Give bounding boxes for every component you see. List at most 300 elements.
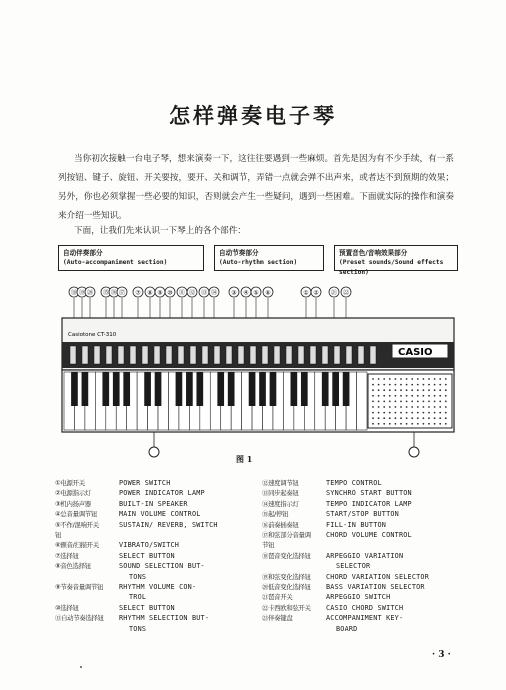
legend-en-cont: TROL <box>129 593 147 602</box>
panel-slider <box>286 346 292 364</box>
black-key <box>270 372 277 406</box>
speaker-hole <box>417 378 419 380</box>
legend-en: BASS VARIATION SELECTOR <box>326 583 425 592</box>
section-en: (Auto-accompaniment section) <box>63 259 168 266</box>
speaker-hole <box>423 395 425 397</box>
white-keys <box>64 372 367 430</box>
legend-item <box>262 530 462 540</box>
legend-item-continuation <box>262 561 462 571</box>
callout-number: ⑲ <box>78 289 86 297</box>
speaker-hole <box>428 417 430 419</box>
keyboard-illustration <box>58 270 458 460</box>
legend-en: ACCOMPANIMENT KEY- <box>326 614 404 623</box>
legend-zh: ⑪自动节奏选择钮 <box>55 614 104 623</box>
speaker-hole <box>395 417 397 419</box>
legend-en-cont <box>326 540 462 550</box>
legend-en: SELECT BUTTON <box>119 603 175 612</box>
legend-en-cont: TONS <box>129 572 147 581</box>
speaker-hole <box>417 417 419 419</box>
callout-number: ⑬ <box>200 289 208 297</box>
callout-speaker <box>409 447 419 457</box>
speaker-hole <box>423 412 425 414</box>
panel-slider <box>106 346 112 364</box>
legend-zh: ④总音量调节钮 <box>55 510 97 519</box>
legend-item <box>262 478 462 488</box>
speaker-hole <box>400 395 402 397</box>
callout-number: ④ <box>243 289 249 297</box>
panel-slider <box>154 346 160 364</box>
legend-item <box>262 603 462 613</box>
black-key <box>322 372 329 406</box>
speaker-hole <box>406 417 408 419</box>
legend-en: BUILT-IN SPEAKER <box>119 499 188 508</box>
speaker-hole <box>389 417 391 419</box>
speaker-hole <box>423 406 425 408</box>
section-labels <box>58 245 458 276</box>
legend-en: POWER INDICATOR LAMP <box>119 489 205 498</box>
legend-zh-cont <box>262 624 326 634</box>
speaker-hole <box>434 423 436 425</box>
callout-number: ⑤ <box>253 289 259 297</box>
speaker-hole <box>428 406 430 408</box>
legend-item <box>55 540 255 550</box>
panel-slider <box>250 346 256 364</box>
legend-zh: ㉓伴奏键盘 <box>262 614 293 623</box>
speaker-hole <box>423 384 425 386</box>
panel-slider <box>118 346 124 364</box>
speaker-hole <box>389 423 391 425</box>
legend-item <box>55 488 255 498</box>
speaker-hole <box>395 412 397 414</box>
black-key <box>228 372 235 406</box>
speaker-hole <box>439 401 441 403</box>
speaker-hole <box>439 412 441 414</box>
speaker-hole <box>417 384 419 386</box>
panel-slider <box>214 346 220 364</box>
legend-zh-cont <box>55 572 119 582</box>
speaker-hole <box>411 395 413 397</box>
speaker-hole <box>423 378 425 380</box>
panel-slider <box>298 346 304 364</box>
speaker-hole <box>400 378 402 380</box>
speaker-hole <box>439 395 441 397</box>
speaker-hole <box>428 412 430 414</box>
speaker-hole <box>395 423 397 425</box>
speaker-hole <box>411 406 413 408</box>
white-key <box>357 372 367 430</box>
legend-item <box>55 613 255 623</box>
legend-zh: ⑭速度指示灯 <box>262 499 299 508</box>
black-key <box>291 372 298 406</box>
panel-slider <box>322 346 328 364</box>
speaker-hole <box>445 412 447 414</box>
black-key <box>123 372 130 406</box>
legend-item <box>262 509 462 519</box>
speaker-hole <box>389 412 391 414</box>
speaker-hole <box>372 384 374 386</box>
speaker-hole <box>439 389 441 391</box>
speaker-hole <box>383 406 385 408</box>
legend-en: SOUND SELECTION BUT- <box>119 562 205 571</box>
speaker-hole <box>372 412 374 414</box>
legend-en: POWER SWITCH <box>119 479 171 487</box>
section-en: (Preset sounds/Sound effects section) <box>339 259 444 276</box>
speaker-hole <box>434 417 436 419</box>
intro-paragraph: 当你初次接触一台电子琴，想来演奏一下，这往往要遇到一些麻烦。首先是因为有不少手续，有一系列按钮、键子、旋钮、开关要按，要开、关和调节，弄错一点就会弹不出声来，或者达不到预期的效果；另外，你也必须掌握一些必要的知识，否则就会产生一些疑问，遇到一些困难。下面就实际的操作和演奏来介绍一些知识。 <box>58 154 454 221</box>
panel-slider <box>70 346 76 364</box>
callout-number: ⑮ <box>102 289 110 297</box>
legend-item-continuation <box>262 540 462 550</box>
panel-slider <box>226 346 232 364</box>
legend-en: FILL-IN BUTTON <box>326 520 387 529</box>
legend-zh: ③机内扬声器 <box>55 499 91 508</box>
casio-logo: CASIO <box>398 347 433 358</box>
callout-number: ㉒ <box>342 289 350 297</box>
panel-slider <box>166 346 172 364</box>
legend-item-continuation <box>262 624 462 634</box>
speaker-hole <box>445 395 447 397</box>
speaker-hole <box>423 417 425 419</box>
legend-item <box>55 499 255 509</box>
speaker-hole <box>423 389 425 391</box>
legend-item <box>262 582 462 592</box>
brand-label: Casiotone CT-310 <box>68 332 117 338</box>
black-key <box>71 372 78 406</box>
legend-en: RHYTHM SELECTION BUT- <box>119 614 210 623</box>
legend-zh: ⑰和弦部分音量调 <box>262 531 311 540</box>
callout-number: ⑩ <box>167 289 173 297</box>
callout-number: ⑳ <box>86 289 94 297</box>
panel-slider <box>262 346 268 364</box>
speaker-hole <box>423 423 425 425</box>
legend-right <box>262 478 462 634</box>
panel-slider <box>142 346 148 364</box>
legend-en: SUSTAIN/ REVERB, SWITCH <box>119 520 218 529</box>
black-key <box>176 372 183 406</box>
legend-en: ARPEGGIO SWITCH <box>326 593 391 602</box>
speaker-hole <box>383 395 385 397</box>
speaker-hole <box>411 412 413 414</box>
speaker-hole <box>372 401 374 403</box>
legend-zh: ⑥颤音/扫描开关 <box>55 541 99 550</box>
legend-zh: ⑯前奏插奏钮 <box>262 520 299 529</box>
legend-item <box>55 603 255 613</box>
speaker-hole <box>395 401 397 403</box>
speaker-hole <box>406 401 408 403</box>
speaker-hole <box>389 384 391 386</box>
legend-item-continuation <box>55 530 255 540</box>
intro-line: 下面，让我们先来认识一下琴上的各个部件： <box>74 226 246 236</box>
speaker-hole <box>400 406 402 408</box>
legend-item <box>262 499 462 509</box>
speaker-hole <box>406 378 408 380</box>
speaker-hole <box>445 406 447 408</box>
speaker-hole <box>378 395 380 397</box>
print-speck <box>80 666 82 668</box>
speaker-hole <box>383 412 385 414</box>
section-zh: 自动节奏部分 <box>219 249 259 257</box>
speaker-hole <box>400 401 402 403</box>
speaker-hole <box>439 406 441 408</box>
panel-slider <box>178 346 184 364</box>
panel-slider <box>358 346 364 364</box>
legend-item <box>262 613 462 623</box>
speaker-hole <box>417 406 419 408</box>
speaker-hole <box>395 378 397 380</box>
legend-zh: ㉒卡西欧和弦开关 <box>262 603 311 612</box>
legend-zh: ⑨节奏音量调节钮 <box>55 583 104 592</box>
speaker-hole <box>411 389 413 391</box>
legend-en: SYNCHRO START BUTTON <box>326 489 412 498</box>
speaker-hole <box>406 406 408 408</box>
speaker-hole <box>445 378 447 380</box>
page-number: · 3 · <box>432 650 451 660</box>
speaker-hole <box>389 406 391 408</box>
panel-slider <box>238 346 244 364</box>
legend-zh-cont <box>55 624 119 634</box>
speaker-hole <box>383 423 385 425</box>
section-zh: 预置音色/音响效果部分 <box>339 249 408 257</box>
legend-zh: ⑲和弦变化选择钮 <box>262 572 311 581</box>
speaker-hole <box>417 395 419 397</box>
speaker-hole <box>439 378 441 380</box>
speaker-hole <box>434 389 436 391</box>
speaker-hole <box>383 401 385 403</box>
black-key <box>186 372 193 406</box>
legend-zh: ⑤不作/混响开关 <box>55 520 99 529</box>
legend-zh: ㉑琶音开关 <box>262 593 293 602</box>
speaker-hole <box>428 401 430 403</box>
legend-zh: ①电源开关 <box>55 479 85 487</box>
panel-slider <box>370 346 376 364</box>
speaker-hole <box>383 384 385 386</box>
speaker-hole <box>423 401 425 403</box>
legend-en: CHORD VARIATION SELECTOR <box>326 572 430 581</box>
callout-accompaniment <box>149 447 159 457</box>
black-key <box>144 372 151 406</box>
legend-item <box>262 572 462 582</box>
legend-zh: ⑬同步起奏钮 <box>262 489 299 498</box>
legend-item <box>55 561 255 571</box>
speaker-hole <box>434 378 436 380</box>
legend-zh-cont <box>55 592 119 602</box>
legend-zh-cont <box>262 561 326 571</box>
black-key <box>82 372 89 406</box>
speaker-hole <box>406 395 408 397</box>
black-key <box>249 372 256 406</box>
legend-item <box>55 509 255 519</box>
legend-item <box>262 551 462 561</box>
speaker-hole <box>378 389 380 391</box>
speaker-hole <box>406 384 408 386</box>
speaker-hole <box>445 401 447 403</box>
black-key <box>102 372 109 406</box>
callout-number: ⑧ <box>147 289 153 297</box>
legend-en: VIBRATO/SWITCH <box>119 541 180 550</box>
legend-zh: ⑳低音变化选择钮 <box>262 583 311 592</box>
black-key <box>259 372 266 406</box>
panel-slider <box>334 346 340 364</box>
keyboard-figure <box>58 270 458 470</box>
callout-number: ⑯ <box>110 289 118 297</box>
black-key <box>155 372 162 406</box>
speaker-hole <box>372 406 374 408</box>
speaker-hole <box>378 417 380 419</box>
speaker-hole <box>411 378 413 380</box>
callout-number: ③ <box>231 289 237 297</box>
panel-slider <box>190 346 196 364</box>
legend-zh: ⑩选择钮 <box>55 603 79 612</box>
black-key <box>113 372 120 406</box>
legend-zh: ⑫速度调节钮 <box>262 479 299 487</box>
speaker-hole <box>372 389 374 391</box>
speaker-hole <box>383 417 385 419</box>
callout-number: ⑥ <box>265 289 271 297</box>
speaker-hole <box>434 395 436 397</box>
legend-en: START/STOP BUTTON <box>326 510 399 519</box>
speaker-hole <box>372 395 374 397</box>
legend-en: TEMPO INDICATOR LAMP <box>326 499 412 508</box>
panel-slider <box>274 346 280 364</box>
speaker-hole <box>417 423 419 425</box>
legend-en: MAIN VOLUME CONTROL <box>119 510 201 519</box>
speaker-hole <box>439 423 441 425</box>
speaker-hole <box>383 389 385 391</box>
speaker-hole <box>395 406 397 408</box>
speaker-hole <box>445 417 447 419</box>
speaker-hole <box>428 384 430 386</box>
speaker-hole <box>434 384 436 386</box>
panel-slider <box>82 346 88 364</box>
speaker-hole <box>400 384 402 386</box>
speaker-hole <box>378 401 380 403</box>
black-key <box>217 372 224 406</box>
panel-slider <box>130 346 136 364</box>
legend-item <box>55 520 255 530</box>
page-title: 怎样弹奏电子琴 <box>169 103 337 128</box>
callout-number: ⑫ <box>188 289 196 297</box>
speaker-hole <box>439 417 441 419</box>
legend-item <box>55 551 255 561</box>
legend-en: TEMPO CONTROL <box>326 479 382 487</box>
speaker-hole <box>445 389 447 391</box>
legend-zh: ⑦选择钮 <box>55 551 79 560</box>
speaker-hole <box>428 378 430 380</box>
speaker-hole <box>389 378 391 380</box>
speaker-hole <box>417 389 419 391</box>
speaker-hole <box>406 412 408 414</box>
legend-zh-cont: 钮 <box>55 531 62 540</box>
callout-number: ⑪ <box>178 289 186 297</box>
legend-en: RHYTHM VOLUME CON- <box>119 583 197 592</box>
speaker-hole <box>400 412 402 414</box>
legend-item-continuation <box>55 592 255 602</box>
speaker-hole <box>378 378 380 380</box>
callout-number: ⑭ <box>210 289 218 297</box>
speaker-hole <box>411 401 413 403</box>
speaker-hole <box>378 384 380 386</box>
speaker-hole <box>411 417 413 419</box>
callout-number: ㉑ <box>330 289 338 297</box>
speaker-hole <box>428 395 430 397</box>
speaker-hole <box>372 417 374 419</box>
speaker-hole <box>439 384 441 386</box>
legend-en: SELECT BUTTON <box>119 551 175 560</box>
legend-en-cont: SELECTOR <box>336 562 371 571</box>
legend-item <box>262 592 462 602</box>
speaker-hole <box>406 423 408 425</box>
speaker-hole <box>400 417 402 419</box>
legend-zh: ⑱琶音变化选择钮 <box>262 551 311 560</box>
speaker-hole <box>378 406 380 408</box>
legend-zh: ⑧音色选择钮 <box>55 562 91 571</box>
speaker-hole <box>378 412 380 414</box>
section-en: (Auto-rhythm section) <box>219 259 298 266</box>
legend-zh: ⑮起/停钮 <box>262 510 289 519</box>
speaker-hole <box>411 384 413 386</box>
speaker-hole <box>395 395 397 397</box>
legend-en: CASIO CHORD SWITCH <box>326 603 404 612</box>
legend-en-cont: TONS <box>129 624 147 633</box>
callout-number: ② <box>313 289 319 297</box>
legend-en: ARPEGGIO VARIATION <box>326 551 404 560</box>
legend-item <box>55 582 255 592</box>
black-key <box>301 372 308 406</box>
speaker-hole <box>445 384 447 386</box>
legend-item-continuation <box>55 572 255 582</box>
black-key <box>343 372 350 406</box>
speaker-hole <box>434 412 436 414</box>
speaker-hole <box>372 423 374 425</box>
speaker-hole <box>434 401 436 403</box>
speaker-hole <box>400 389 402 391</box>
legend-en: CHORD VOLUME CONTROL <box>326 531 412 540</box>
panel-slider <box>94 346 100 364</box>
panel-slider <box>202 346 208 364</box>
section-box-preset <box>334 245 458 276</box>
legend-item <box>262 488 462 498</box>
legend-en-cont <box>119 530 255 540</box>
speaker-hole <box>400 423 402 425</box>
speaker-hole <box>389 395 391 397</box>
legend-zh: ②电源指示灯 <box>55 489 91 498</box>
callout-number: ① <box>303 289 309 297</box>
speaker-hole <box>389 389 391 391</box>
speaker-hole <box>395 389 397 391</box>
legend-item <box>55 478 255 488</box>
speaker-hole <box>417 412 419 414</box>
speaker-hole <box>428 423 430 425</box>
section-zh: 自动伴奏部分 <box>63 249 103 257</box>
speaker-hole <box>395 384 397 386</box>
speaker-hole <box>445 423 447 425</box>
section-box-rhythm <box>214 245 324 271</box>
black-key <box>332 372 339 406</box>
black-key <box>196 372 203 406</box>
panel-slider <box>346 346 352 364</box>
legend-en-cont: BOARD <box>336 624 358 633</box>
section-box-accompaniment <box>58 245 204 271</box>
legend-item-continuation <box>55 624 255 634</box>
callout-number: ⑨ <box>157 289 163 297</box>
callout-number: ⑦ <box>135 289 141 297</box>
speaker-hole <box>417 401 419 403</box>
legend-left <box>55 478 255 634</box>
speaker-hole <box>378 423 380 425</box>
speaker-hole <box>389 401 391 403</box>
panel-slider <box>310 346 316 364</box>
legend-zh-cont: 节钮 <box>262 541 275 550</box>
